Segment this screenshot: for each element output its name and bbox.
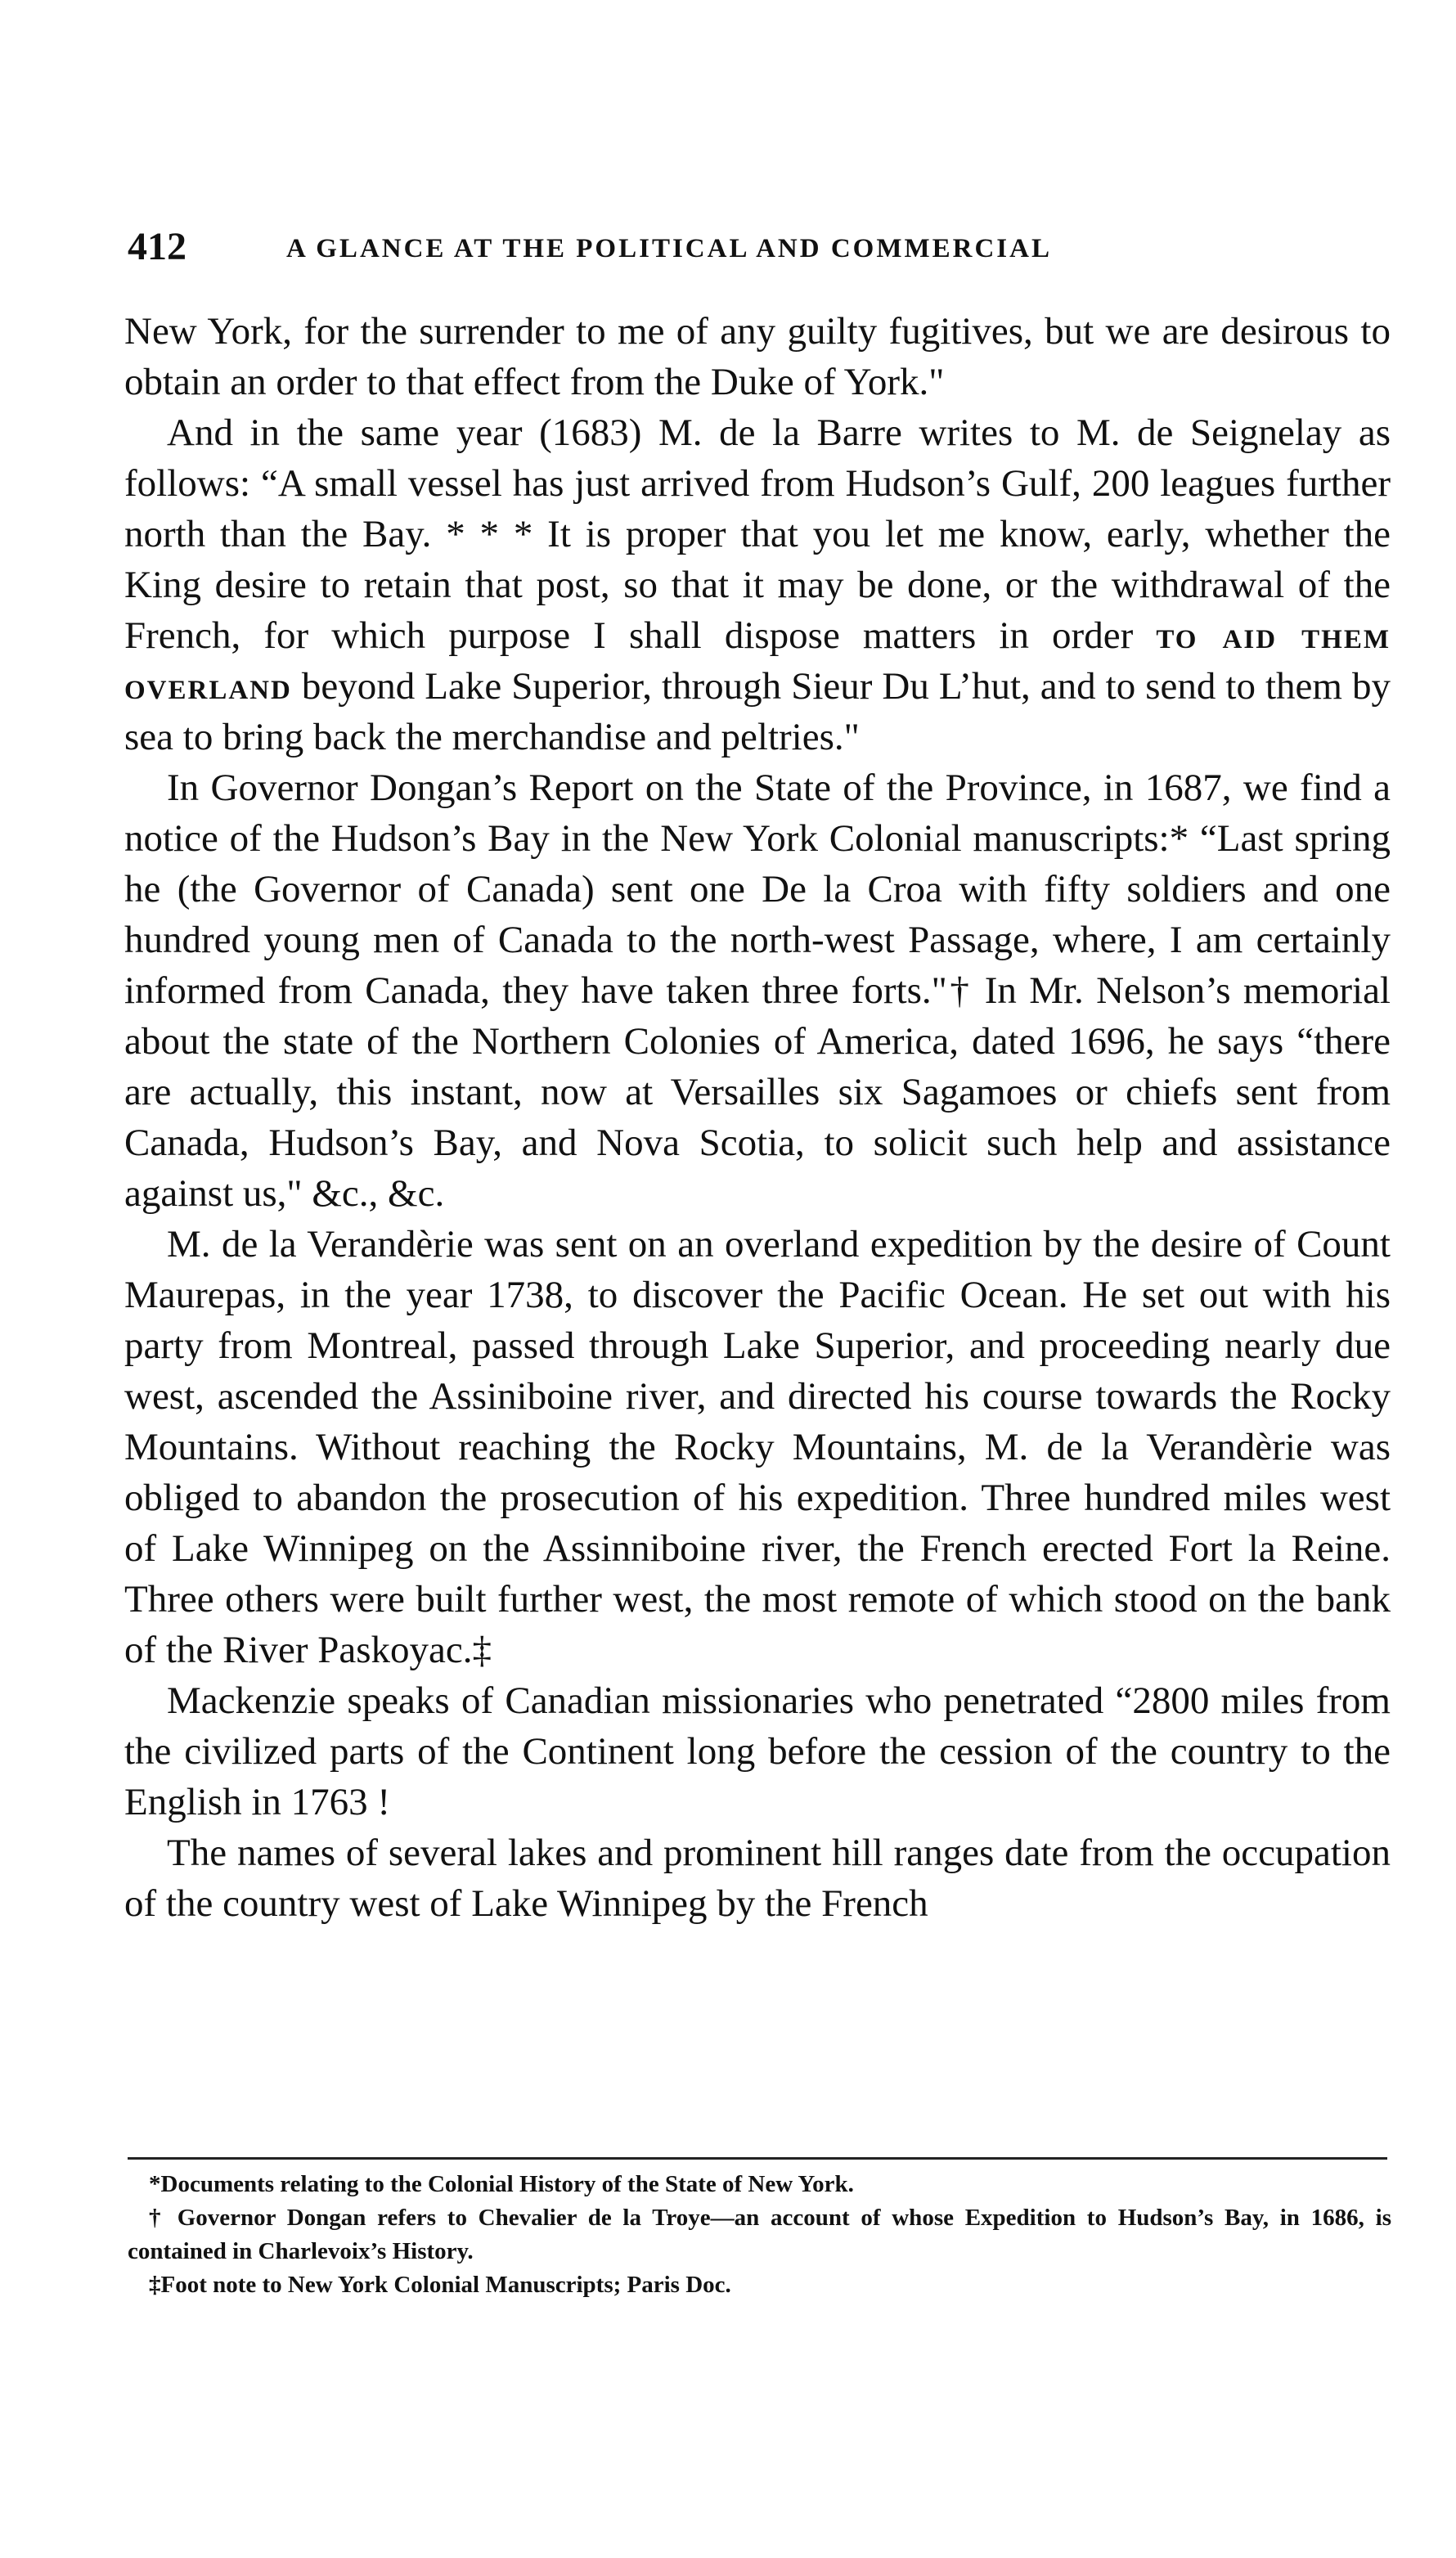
running-header (128, 223, 1387, 272)
paragraph-1: New York, for the surrender to me of any guilty fugitives, but we are desirous to obtain an order to that effect from the Duke of York." (124, 310, 1391, 403)
paragraph-2-part-1: And in the same year (1683) M. de la Barre writes to M. de Seignelay as follows: “A small vessel has just arrived from Hudson’s Gulf, 200 leagues further north than the Bay. * * * It is proper that you let me know, early, whether the King desire to retain that post, so that it may be done, or the withdrawal of the French, for which purpose I shall dispose matters in order (124, 411, 1391, 657)
small-caps-emphasis: to aid them overland (124, 614, 1391, 708)
page-number: 412 (128, 225, 186, 268)
paragraph-6: The names of several lakes and prominent hill ranges date from the occupation of the country west of Lake Winnipeg by the French (124, 1832, 1391, 1925)
paragraph-2 (124, 407, 1391, 762)
footnote-1: *Documents relating to the Colonial History of the State of New York. (149, 2171, 854, 2197)
footnote-2: † Governor Dongan refers to Chevalier de la Troye—an account of whose Expedition to Hudson’s Bay, in 1686, is contained in Charlevoix’s History. (128, 2205, 1391, 2264)
body-text (124, 306, 1391, 1929)
paragraph-2-part-2: beyond Lake Superior, through Sieur Du L’hut, and to send to them by sea to bring back the merchandise and peltries." (124, 665, 1391, 758)
paragraph-5: Mackenzie speaks of Canadian missionaries who penetrated “2800 miles from the civilized parts of the Continent long before the cession of the country to the English in 1763 ! (124, 1679, 1391, 1823)
paragraph-3: In Governor Dongan’s Report on the State of the Province, in 1687, we find a notice of the Hudson’s Bay in the New York Colonial manuscripts:* “Last spring he (the Governor of Canada) sent one De la Croa with fifty soldiers and one hundred young men of Canada to the north-west Passage, where, I am certainly informed from Canada, they have taken three forts."† In Mr. Nelson’s memorial about the state of the Northern Colonies of America, dated 1696, he says “there are actually, this instant, now at Versailles six Sagamoes or chiefs sent from Canada, Hudson’s Bay, and Nova Scotia, to solicit such help and assistance against us," &c., &c. (124, 767, 1391, 1215)
footnote-divider (128, 2157, 1387, 2160)
running-title: A GLANCE AT THE POLITICAL AND COMMERCIAL (286, 234, 1052, 263)
paragraph-4: M. de la Verandèrie was sent on an overland expedition by the desire of Count Maurepas, in the year 1738, to discover the Pacific Ocean. He set out with his party from Montreal, passed through Lake Superior, and proceeding nearly due west, ascended the Assiniboine river, and directed his course towards the Rocky Mountains. Without reaching the Rocky Mountains, M. de la Verandèrie was obliged to abandon the prosecution of his expedition. Three hundred miles west of Lake Winnipeg on the Assinniboine river, the French erected Fort la Reine. Three others were built further west, the most remote of which stood on the bank of the River Paskoyac.‡ (124, 1223, 1391, 1671)
footnotes (128, 2168, 1391, 2302)
footnote-3: ‡Foot note to New York Colonial Manuscripts; Paris Doc. (149, 2272, 731, 2298)
